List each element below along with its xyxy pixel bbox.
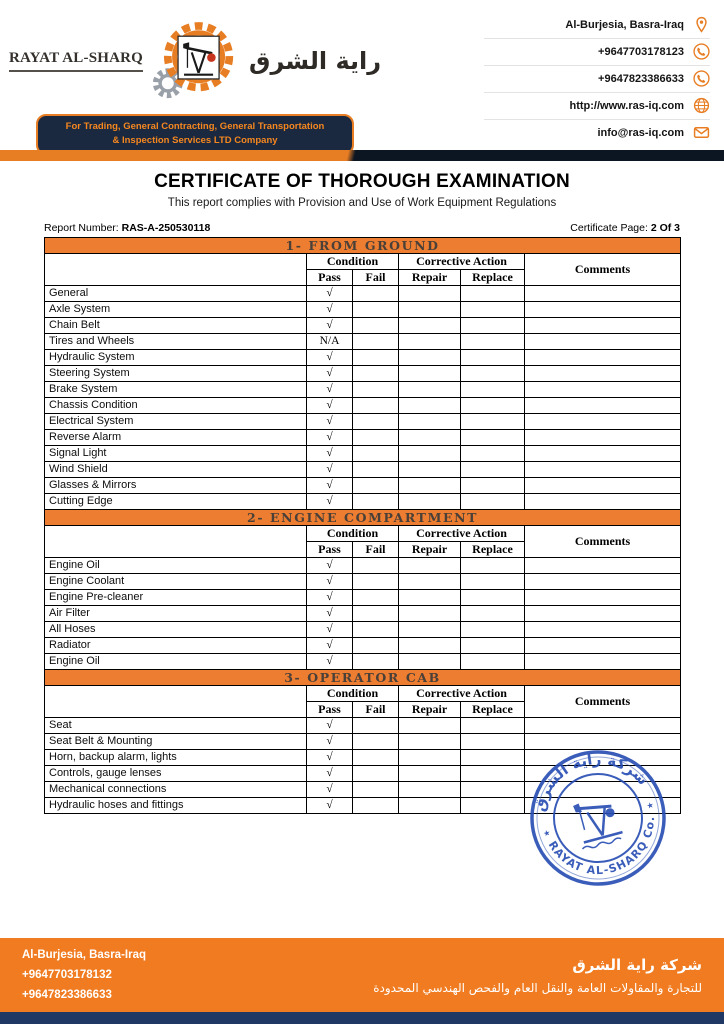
comments-cell [525,334,681,350]
repair-cell [399,398,461,414]
item-name: Engine Oil [45,654,307,670]
repair-cell [399,414,461,430]
repair-cell [399,350,461,366]
comments-cell [525,318,681,334]
comments-cell [525,798,681,814]
website-text: http://www.ras-iq.com [569,99,684,112]
svg-text:RAYAT AL-SHARQ Co. [545,812,669,890]
replace-cell [461,430,525,446]
fail-cell [353,750,399,766]
footer-phone1: +9647703178132 [22,968,112,981]
fail-cell [353,798,399,814]
item-name: All Hoses [45,622,307,638]
table-row [45,654,681,670]
repair-cell [399,494,461,510]
header [0,0,724,150]
table-row [45,718,681,734]
item-name: General [45,286,307,302]
comments-header: Comments [525,254,681,286]
repair-cell [399,574,461,590]
item-name: Engine Pre-cleaner [45,590,307,606]
pass-cell: √ [307,446,353,462]
repair-header: Repair [399,702,461,718]
pass-cell: √ [307,462,353,478]
comments-cell [525,446,681,462]
comments-cell [525,590,681,606]
footer-address: Al-Burjesia, Basra-Iraq [22,948,146,961]
comments-cell [525,286,681,302]
pass-cell: √ [307,430,353,446]
item-name: Axle System [45,302,307,318]
repair-cell [399,590,461,606]
stamp-arabic-text: شركة راية الشرق [530,749,653,814]
table-row [45,590,681,606]
pass-cell: √ [307,350,353,366]
comments-cell [525,494,681,510]
contact-row-email [484,120,710,146]
pass-cell: N/A [307,334,353,350]
table-row [45,766,681,782]
fail-cell [353,462,399,478]
repair-cell [399,430,461,446]
replace-cell [461,750,525,766]
table-row [45,798,681,814]
corrective-action-header: Corrective Action [399,526,525,542]
main-content [0,161,724,814]
report-number-label: Report Number: [44,222,119,234]
item-name: Reverse Alarm [45,430,307,446]
condition-header: Condition [307,686,399,702]
replace-cell [461,622,525,638]
comments-cell [525,638,681,654]
repair-cell [399,750,461,766]
report-number [44,222,210,234]
certificate-page-label: Certificate Page: [570,222,648,234]
comments-header: Comments [525,686,681,718]
replace-cell [461,366,525,382]
section-header: 1- FROM GROUND [45,238,681,254]
fail-cell [353,638,399,654]
replace-cell [461,654,525,670]
pass-cell: √ [307,766,353,782]
repair-cell [399,622,461,638]
table-row [45,478,681,494]
item-name: Glasses & Mirrors [45,478,307,494]
pass-cell: √ [307,382,353,398]
corrective-action-header: Corrective Action [399,686,525,702]
tagline-line1: For Trading, General Contracting, General Transportation [65,121,325,132]
fail-cell [353,302,399,318]
replace-cell [461,718,525,734]
contact-row-address [484,12,710,39]
comments-cell [525,366,681,382]
repair-cell [399,334,461,350]
repair-cell [399,302,461,318]
phone1-text: +9647703178123 [598,45,684,58]
repair-cell [399,606,461,622]
replace-cell [461,414,525,430]
fail-cell [353,782,399,798]
globe-icon [693,97,710,114]
phone-icon [693,70,710,87]
contact-row-website [484,93,710,120]
replace-cell [461,318,525,334]
repair-header: Repair [399,270,461,286]
fail-cell [353,318,399,334]
pass-cell: √ [307,286,353,302]
pass-cell: √ [307,750,353,766]
replace-cell [461,734,525,750]
repair-cell [399,734,461,750]
replace-cell [461,574,525,590]
address-text: Al-Burjesia, Basra-Iraq [565,18,684,31]
item-name: Electrical System [45,414,307,430]
fail-cell [353,478,399,494]
pass-cell: √ [307,798,353,814]
item-header-blank-cell [45,526,307,558]
footer-contact-block [22,945,146,1005]
item-name: Radiator [45,638,307,654]
table-row [45,734,681,750]
repair-cell [399,782,461,798]
phone2-text: +9647823386633 [598,72,684,85]
repair-cell [399,654,461,670]
pass-cell: √ [307,734,353,750]
footer-arabic-block [373,956,702,995]
replace-header: Replace [461,542,525,558]
repair-header: Repair [399,542,461,558]
replace-cell [461,446,525,462]
repair-cell [399,798,461,814]
divider-stripe [0,150,724,161]
logo-row [8,10,382,112]
replace-header: Replace [461,270,525,286]
pass-cell: √ [307,494,353,510]
item-name: Hydraulic System [45,350,307,366]
fail-cell [353,430,399,446]
table-row [45,638,681,654]
fail-cell [353,286,399,302]
item-name: Horn, backup alarm, lights [45,750,307,766]
pass-cell: √ [307,718,353,734]
pass-cell: √ [307,782,353,798]
fail-cell [353,558,399,574]
replace-cell [461,286,525,302]
repair-cell [399,478,461,494]
comments-header: Comments [525,526,681,558]
table-row [45,414,681,430]
pass-cell: √ [307,558,353,574]
item-header-blank-cell [45,686,307,718]
repair-cell [399,766,461,782]
table-row [45,334,681,350]
table-row [45,350,681,366]
comments-cell [525,430,681,446]
section-header: 3- OPERATOR CAB [45,670,681,686]
repair-cell [399,318,461,334]
item-name: Controls, gauge lenses [45,766,307,782]
fail-cell [353,590,399,606]
replace-cell [461,638,525,654]
repair-cell [399,462,461,478]
table-row [45,606,681,622]
item-name: Wind Shield [45,462,307,478]
replace-cell [461,766,525,782]
table-section [45,670,681,814]
table-section [45,510,681,670]
fail-cell [353,606,399,622]
pass-header: Pass [307,702,353,718]
table-row [45,750,681,766]
pass-cell: √ [307,574,353,590]
item-name: Chain Belt [45,318,307,334]
examination-table [44,237,681,814]
item-name: Brake System [45,382,307,398]
replace-cell [461,590,525,606]
pass-cell: √ [307,638,353,654]
page-title: CERTIFICATE OF THOROUGH EXAMINATION [154,171,570,192]
pass-cell: √ [307,478,353,494]
company-logo [8,10,382,146]
table-row [45,622,681,638]
table-row [45,318,681,334]
pass-cell: √ [307,414,353,430]
comments-cell [525,734,681,750]
pass-cell: √ [307,318,353,334]
fail-cell [353,334,399,350]
comments-cell [525,350,681,366]
footer-company-ar: شركة راية الشرق [572,955,702,974]
bottom-bar [0,1012,724,1024]
replace-cell [461,494,525,510]
pass-cell: √ [307,302,353,318]
item-name: Engine Oil [45,558,307,574]
item-name: Air Filter [45,606,307,622]
comments-cell [525,414,681,430]
contact-row-phone1 [484,39,710,66]
page-footer [0,938,724,1012]
stamp-star-left: ★ [542,827,552,839]
fail-cell [353,734,399,750]
comments-cell [525,622,681,638]
fail-cell [353,446,399,462]
replace-cell [461,462,525,478]
fail-cell [353,574,399,590]
table-row [45,494,681,510]
fail-cell [353,350,399,366]
mail-icon [693,124,710,141]
replace-cell [461,302,525,318]
footer-phone2: +9647823386633 [22,989,112,1002]
tagline-line2: & Inspection Services LTD Company [112,134,278,146]
location-icon [693,16,710,33]
comments-cell [525,574,681,590]
table-row [45,462,681,478]
repair-cell [399,382,461,398]
table-row [45,366,681,382]
fail-header: Fail [353,542,399,558]
comments-cell [525,654,681,670]
fail-cell [353,654,399,670]
pass-cell: √ [307,654,353,670]
item-name: Chassis Condition [45,398,307,414]
company-tagline-banner [36,114,354,155]
pass-cell: √ [307,590,353,606]
table-row [45,382,681,398]
section-header: 2- ENGINE COMPARTMENT [45,510,681,526]
replace-cell [461,398,525,414]
item-name: Steering System [45,366,307,382]
comments-cell [525,718,681,734]
company-name-en: RAYAT AL-SHARQ [9,50,143,72]
table-row [45,574,681,590]
repair-cell [399,286,461,302]
comments-cell [525,302,681,318]
item-name: Mechanical connections [45,782,307,798]
contact-row-phone2 [484,66,710,93]
replace-cell [461,334,525,350]
pass-cell: √ [307,606,353,622]
replace-cell [461,478,525,494]
condition-header: Condition [307,526,399,542]
item-name: Cutting Edge [45,494,307,510]
comments-cell [525,398,681,414]
page-subtitle: This report complies with Provision and Use of Work Equipment Regulations [167,197,557,209]
corrective-action-header: Corrective Action [399,254,525,270]
report-info-bar [44,222,680,234]
stamp-star-right: ★ [645,800,655,811]
fail-cell [353,494,399,510]
fail-cell [353,398,399,414]
email-text: info@ras-iq.com [597,126,684,139]
comments-cell [525,558,681,574]
replace-header: Replace [461,702,525,718]
fail-header: Fail [353,702,399,718]
item-name: Tires and Wheels [45,334,307,350]
replace-cell [461,382,525,398]
pass-header: Pass [307,542,353,558]
comments-cell [525,382,681,398]
repair-cell [399,718,461,734]
replace-cell [461,798,525,814]
pass-header: Pass [307,270,353,286]
table-row [45,446,681,462]
repair-cell [399,638,461,654]
table-row [45,558,681,574]
item-header-blank-cell [45,254,307,286]
fail-cell [353,622,399,638]
item-name: Signal Light [45,446,307,462]
repair-cell [399,446,461,462]
pass-cell: √ [307,366,353,382]
replace-cell [461,606,525,622]
comments-cell [525,606,681,622]
fail-cell [353,766,399,782]
condition-header: Condition [307,254,399,270]
pass-cell: √ [307,622,353,638]
report-number-value: RAS-A-250530118 [121,222,211,234]
certificate-page [570,222,680,234]
comments-cell [525,782,681,798]
table-row [45,430,681,446]
phone-icon [693,43,710,60]
item-name: Engine Coolant [45,574,307,590]
pass-cell: √ [307,398,353,414]
comments-cell [525,766,681,782]
contact-list [484,12,710,146]
item-name: Hydraulic hoses and fittings [45,798,307,814]
table-row [45,302,681,318]
replace-cell [461,558,525,574]
certificate-page-value: 2 Of 3 [650,222,680,234]
fail-cell [353,718,399,734]
pumpjack-gears-logo-icon [149,12,243,110]
item-name: Seat Belt & Mounting [45,734,307,750]
fail-cell [353,414,399,430]
replace-cell [461,782,525,798]
fail-cell [353,382,399,398]
fail-cell [353,366,399,382]
table-row [45,398,681,414]
fail-header: Fail [353,270,399,286]
comments-cell [525,478,681,494]
footer-tagline-ar: للتجارة والمقاولات العامة والنقل العام والفحص الهندسي المحدودة [373,980,702,995]
table-section [45,238,681,510]
table-row [45,286,681,302]
stamp-english-text: RAYAT AL-SHARQ Co. [545,815,658,878]
repair-cell [399,558,461,574]
comments-cell [525,462,681,478]
repair-cell [399,366,461,382]
item-name: Seat [45,718,307,734]
company-name-ar: راية الشرق [249,47,382,75]
replace-cell [461,350,525,366]
comments-cell [525,750,681,766]
table-row [45,782,681,798]
